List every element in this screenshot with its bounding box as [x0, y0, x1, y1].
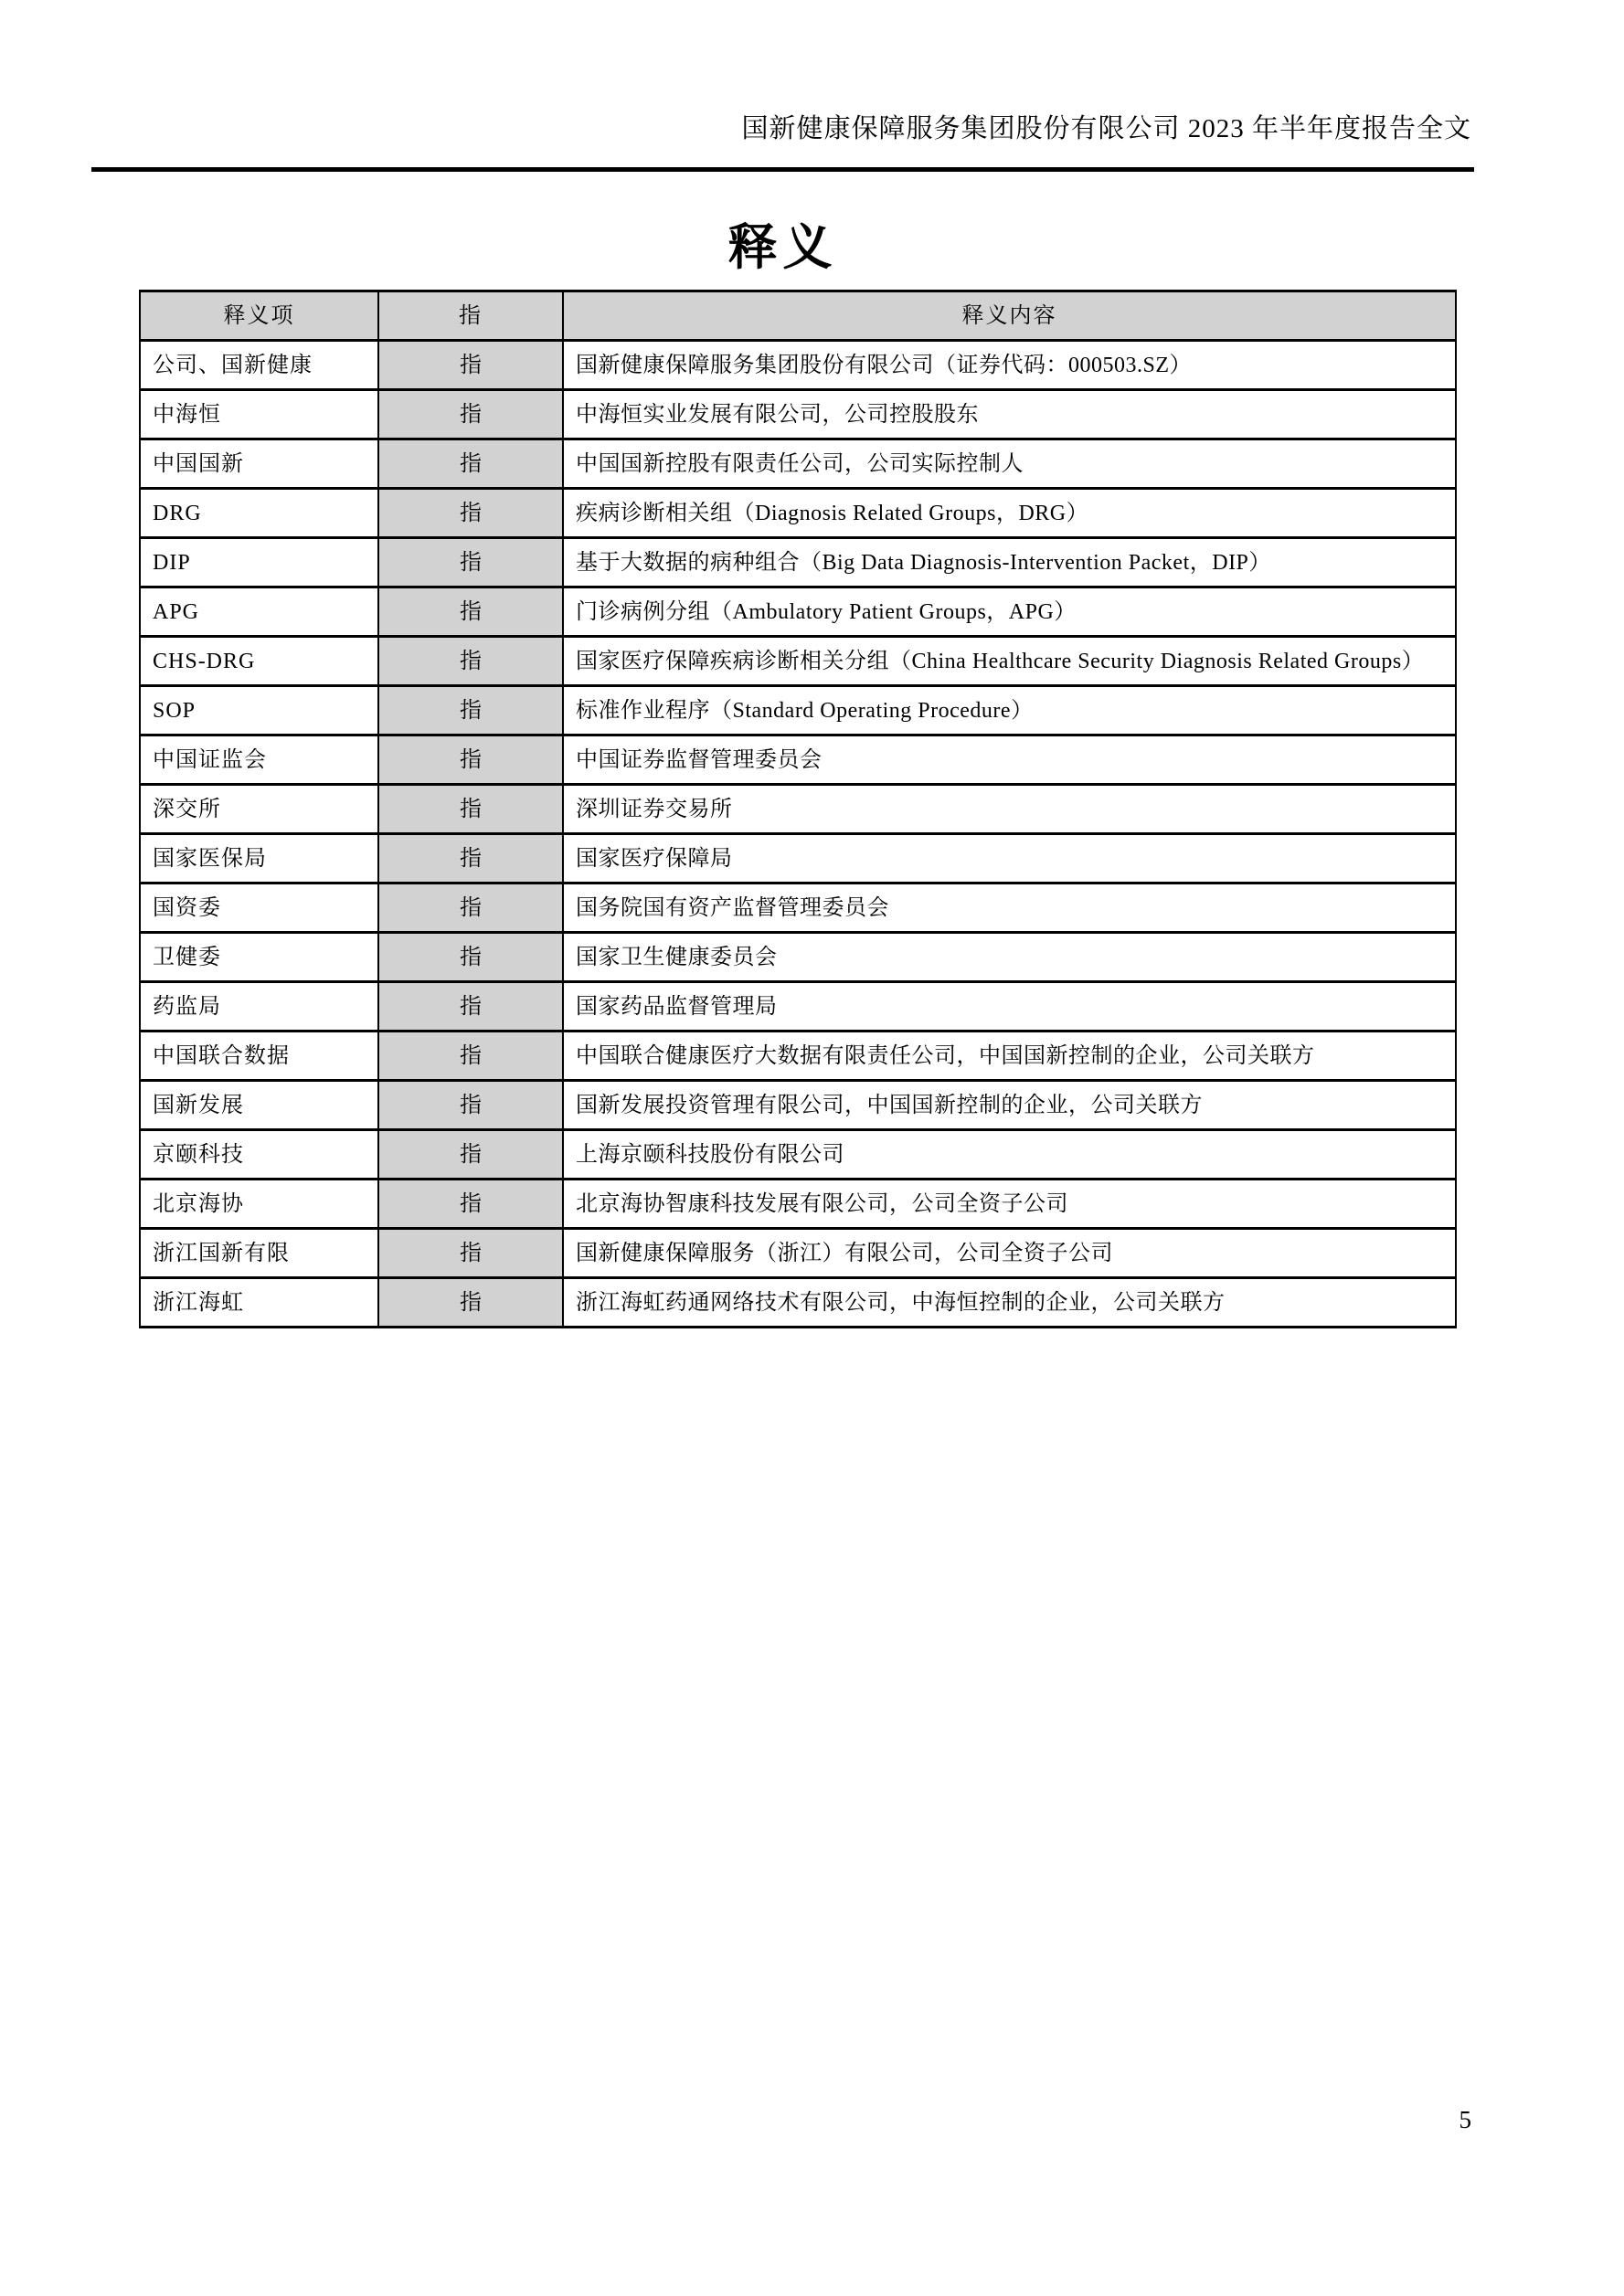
def-cell: 国新健康保障服务集团股份有限公司（证券代码：000503.SZ） [563, 341, 1456, 390]
report-header: 国新健康保障服务集团股份有限公司 2023 年半年度报告全文 [741, 114, 1471, 143]
term-cell: 国资委 [140, 883, 378, 933]
zhi-cell: 指 [378, 637, 563, 686]
term-cell: 公司、国新健康 [140, 341, 378, 390]
table-row [140, 1229, 1456, 1278]
column-header-zhi: 指 [378, 291, 563, 341]
term-cell: CHS-DRG [140, 637, 378, 686]
column-header-term: 释义项 [140, 291, 378, 341]
table-row [140, 933, 1456, 982]
zhi-cell: 指 [378, 1180, 563, 1229]
zhi-cell: 指 [378, 1278, 563, 1328]
table-row [140, 834, 1456, 883]
table-row [140, 587, 1456, 637]
term-cell: 京颐科技 [140, 1130, 378, 1180]
table-row [140, 1081, 1456, 1130]
term-cell: 深交所 [140, 785, 378, 834]
table-row [140, 735, 1456, 785]
zhi-cell: 指 [378, 834, 563, 883]
term-cell: 浙江海虹 [140, 1278, 378, 1328]
def-cell: 国家药品监督管理局 [563, 982, 1456, 1032]
table-row [140, 439, 1456, 489]
def-cell: 中国国新控股有限责任公司，公司实际控制人 [563, 439, 1456, 489]
def-cell: 疾病诊断相关组（Diagnosis Related Groups，DRG） [563, 489, 1456, 538]
zhi-cell: 指 [378, 686, 563, 735]
def-cell: 中国证券监督管理委员会 [563, 735, 1456, 785]
header-rule-divider [91, 167, 1474, 172]
def-cell: 国家卫生健康委员会 [563, 933, 1456, 982]
def-cell: 浙江海虹药通网络技术有限公司，中海恒控制的企业，公司关联方 [563, 1278, 1456, 1328]
zhi-cell: 指 [378, 1130, 563, 1180]
table-row [140, 686, 1456, 735]
def-cell: 国新发展投资管理有限公司，中国国新控制的企业，公司关联方 [563, 1081, 1456, 1130]
def-cell: 基于大数据的病种组合（Big Data Diagnosis-Intervention Packet，DIP） [563, 538, 1456, 587]
table-row [140, 1130, 1456, 1180]
zhi-cell: 指 [378, 785, 563, 834]
page-title: 释义 [727, 220, 838, 275]
page-number: 5 [1459, 2106, 1471, 2133]
table-row [140, 390, 1456, 439]
table-row [140, 1032, 1456, 1081]
def-cell: 国家医疗保障局 [563, 834, 1456, 883]
def-cell: 中海恒实业发展有限公司，公司控股股东 [563, 390, 1456, 439]
term-cell: 中国联合数据 [140, 1032, 378, 1081]
def-cell: 上海京颐科技股份有限公司 [563, 1130, 1456, 1180]
term-cell: SOP [140, 686, 378, 735]
zhi-cell: 指 [378, 587, 563, 637]
table-row [140, 637, 1456, 686]
term-cell: APG [140, 587, 378, 637]
definitions-table [139, 290, 1457, 1328]
zhi-cell: 指 [378, 883, 563, 933]
term-cell: 中国国新 [140, 439, 378, 489]
zhi-cell: 指 [378, 439, 563, 489]
zhi-cell: 指 [378, 538, 563, 587]
def-cell: 门诊病例分组（Ambulatory Patient Groups，APG） [563, 587, 1456, 637]
def-cell: 北京海协智康科技发展有限公司，公司全资子公司 [563, 1180, 1456, 1229]
term-cell: DRG [140, 489, 378, 538]
def-cell: 中国联合健康医疗大数据有限责任公司，中国国新控制的企业，公司关联方 [563, 1032, 1456, 1081]
term-cell: 中国证监会 [140, 735, 378, 785]
zhi-cell: 指 [378, 341, 563, 390]
table-row [140, 489, 1456, 538]
term-cell: 药监局 [140, 982, 378, 1032]
definitions-table-body [140, 341, 1456, 1328]
table-row [140, 341, 1456, 390]
def-cell: 标准作业程序（Standard Operating Procedure） [563, 686, 1456, 735]
table-row [140, 883, 1456, 933]
table-header-row [140, 291, 1456, 341]
zhi-cell: 指 [378, 735, 563, 785]
zhi-cell: 指 [378, 1032, 563, 1081]
def-cell: 国家医疗保障疾病诊断相关分组（China Healthcare Security Diagnosis Related Groups） [563, 637, 1456, 686]
definitions-table-header [140, 291, 1456, 341]
zhi-cell: 指 [378, 933, 563, 982]
table-row [140, 538, 1456, 587]
table-row [140, 1278, 1456, 1328]
term-cell: 中海恒 [140, 390, 378, 439]
def-cell: 国务院国有资产监督管理委员会 [563, 883, 1456, 933]
term-cell: 国家医保局 [140, 834, 378, 883]
def-cell: 深圳证券交易所 [563, 785, 1456, 834]
zhi-cell: 指 [378, 1081, 563, 1130]
term-cell: DIP [140, 538, 378, 587]
def-cell: 国新健康保障服务（浙江）有限公司，公司全资子公司 [563, 1229, 1456, 1278]
term-cell: 国新发展 [140, 1081, 378, 1130]
table-row [140, 1180, 1456, 1229]
term-cell: 卫健委 [140, 933, 378, 982]
zhi-cell: 指 [378, 1229, 563, 1278]
zhi-cell: 指 [378, 982, 563, 1032]
column-header-definition: 释义内容 [563, 291, 1456, 341]
zhi-cell: 指 [378, 489, 563, 538]
term-cell: 北京海协 [140, 1180, 378, 1229]
zhi-cell: 指 [378, 390, 563, 439]
table-row [140, 982, 1456, 1032]
term-cell: 浙江国新有限 [140, 1229, 378, 1278]
table-row [140, 785, 1456, 834]
